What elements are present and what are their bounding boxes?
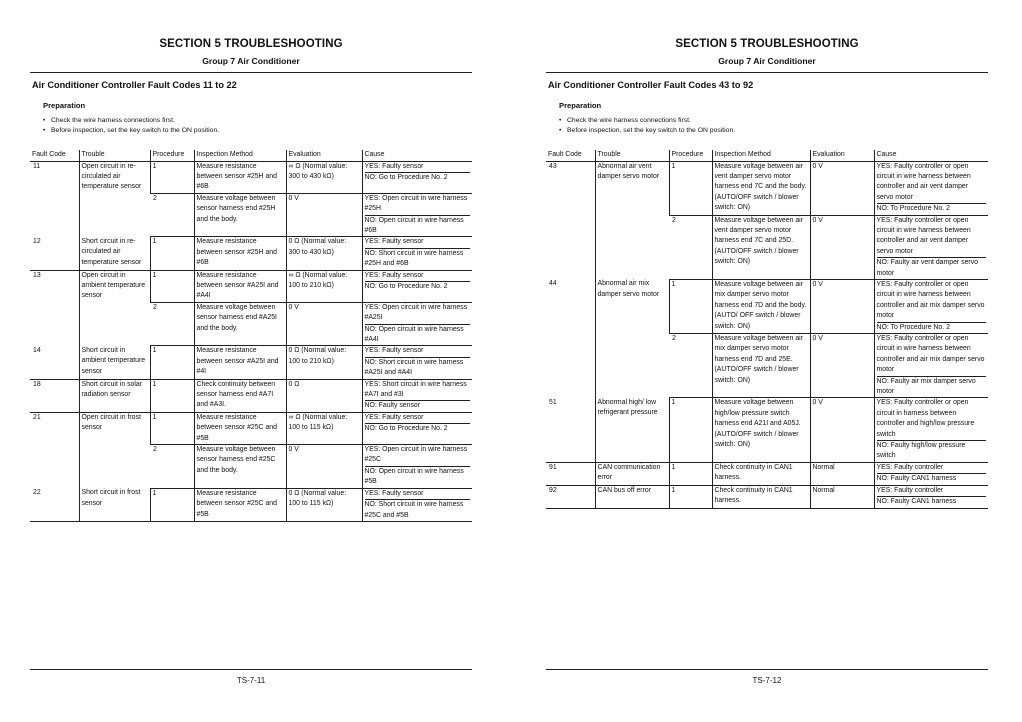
procedure-cell: 1 [150, 412, 194, 444]
table-row [30, 488, 472, 521]
trouble-cell: Open circuit in frost sensor [79, 412, 150, 488]
trouble-cell: CAN communication error [595, 462, 669, 485]
preparation-item: • Check the wire harness connections first. [559, 117, 691, 124]
trouble-cell: Abnormal high/ low refrigerant pressure [595, 398, 669, 462]
fault-code-cell: 21 [33, 413, 41, 421]
table-row [546, 161, 988, 215]
inspection-method-cell: Check continuity between sensor harness end #A7I and #A3I. [194, 379, 286, 412]
table-header-row [30, 150, 472, 161]
col-header-procedure: Procedure [150, 150, 194, 161]
table-row [30, 346, 472, 379]
procedure-cell: 1 [150, 488, 194, 521]
evaluation-cell: Normal [810, 485, 874, 508]
trouble-cell: CAN bus off error [595, 485, 669, 508]
fault-code-table [546, 150, 988, 509]
cause-item: NO: Short circuit in wire harness #25C and #5B [364, 501, 464, 519]
cause-item: NO: Go to Procedure No. 2 [364, 282, 448, 290]
cause-cell [362, 193, 472, 237]
bullet-icon: • [559, 117, 562, 124]
cause-item: NO: Short circuit in wire harness #25H and #6B [364, 249, 464, 268]
trouble-cell: Short circuit in ambient temperature sensor [79, 346, 150, 379]
trouble-cell: Open circuit in ambient temperature sensor [79, 270, 150, 346]
inspection-method-cell: Measure voltage between air mix damper servo motor harness end 7D and the body. (AUTO/ OFF switch / blower switch: ON) [712, 279, 810, 333]
procedure-cell: 1 [150, 379, 194, 412]
inspection-method-cell: Measure resistance between sensor #25C and #5B [194, 412, 286, 444]
page-left [30, 0, 472, 722]
cause-item: YES: Faulty sensor [365, 271, 471, 282]
fault-codes-title: Air Conditioner Controller Fault Codes 11 to 22 [32, 80, 237, 90]
inspection-method-cell: Measure resistance between sensor #A25I and #A4I [194, 270, 286, 302]
procedure-cell: 2 [150, 193, 194, 237]
evaluation-cell: 0 Ω [286, 379, 362, 412]
fault-code-table [30, 150, 472, 522]
cause-item: NO: Open circuit in wire harness #A4I [364, 325, 464, 343]
cause-cell [874, 398, 988, 462]
fault-code-cell: 14 [30, 346, 79, 379]
cause-cell [362, 161, 472, 193]
inspection-method-cell: Measure voltage between sensor harness end #25H and the body. [194, 193, 286, 237]
table-row [30, 161, 472, 193]
fault-code-cell: 12 [30, 237, 79, 270]
cause-cell [362, 346, 472, 379]
evaluation-cell: ∞ Ω (Normal value: 300 to 430 kΩ) [286, 161, 362, 193]
cause-item: YES: Faulty controller or open circuit in wire harness between controller and air vent damper servo motor [877, 216, 987, 259]
procedure-cell: 1 [150, 161, 194, 193]
cause-cell [874, 334, 988, 398]
cause-item: YES: Faulty controller or open circuit in wire harness between controller and air mix damper servo motor [877, 280, 987, 323]
cause-item: NO: Faulty air vent damper servo motor [876, 259, 978, 277]
bullet-icon: • [43, 127, 46, 134]
procedure-cell: 2 [150, 302, 194, 346]
cause-item: NO: Faulty high/low pressure switch [876, 442, 966, 460]
fault-code-cell: 22 [30, 488, 79, 521]
inspection-method-cell: Measure resistance between sensor #25H and #6B [194, 161, 286, 193]
cause-item: NO: Faulty sensor [364, 402, 421, 410]
fault-code-cell: 92 [546, 485, 595, 508]
cause-item: YES: Faulty sensor [365, 489, 471, 500]
cause-item: NO: Go to Procedure No. 2 [364, 425, 448, 433]
inspection-method-cell: Measure resistance between sensor #25H and #6B [194, 237, 286, 270]
trouble-cell: Short circuit in frost sensor [79, 488, 150, 521]
preparation-heading: Preparation [43, 101, 86, 110]
cause-cell [362, 237, 472, 270]
preparation-list [43, 116, 219, 136]
trouble-cell: Short circuit in re-circulated air temperature sensor [79, 237, 150, 270]
fault-code-cell: 43 [549, 162, 557, 170]
bullet-icon: • [559, 127, 562, 134]
cause-item: YES: Faulty controller or open circuit in harness between controller and high/low pressure switch [877, 398, 987, 441]
fault-code-cell: 18 [30, 379, 79, 412]
cause-item: NO: To Procedure No. 2 [876, 323, 950, 331]
col-header-evaluation: Evaluation [810, 150, 874, 161]
inspection-method-cell: Measure voltage between air mix damper servo motor harness end 7D and 25E. (AUTO/OFF switch / blower switch: ON) [712, 334, 810, 398]
header-rule [30, 72, 472, 73]
inspection-method-cell: Measure voltage between sensor harness end #A25I and the body. [194, 302, 286, 346]
cause-item: NO: Faulty CAN1 harness [876, 498, 957, 506]
evaluation-cell: ∞ Ω (Normal value: 100 to 210 kΩ) [286, 270, 362, 302]
evaluation-cell: ∞ Ω (Normal value: 100 to 115 kΩ) [286, 412, 362, 444]
procedure-cell: 1 [669, 485, 712, 508]
cause-item: YES: Open circuit in wire harness #25C [365, 445, 471, 467]
table-row [30, 237, 472, 270]
cause-cell [362, 270, 472, 302]
procedure-cell: 2 [669, 334, 712, 398]
col-header-inspection-method: Inspection Method [712, 150, 810, 161]
evaluation-cell: 0 V [810, 161, 874, 215]
procedure-cell: 1 [669, 462, 712, 485]
procedure-cell: 1 [669, 161, 712, 215]
cause-cell [874, 161, 988, 215]
table-row [546, 462, 988, 485]
preparation-list [559, 116, 735, 136]
cause-cell [362, 445, 472, 489]
fault-code-cell: 11 [33, 162, 41, 170]
preparation-heading: Preparation [559, 101, 602, 110]
cause-item: YES: Faulty sensor [365, 162, 471, 173]
section-title: SECTION 5 TROUBLESHOOTING [159, 38, 343, 50]
cause-cell [874, 215, 988, 279]
evaluation-cell: 0 V [286, 445, 362, 489]
table-row [546, 279, 988, 333]
page-right [546, 0, 988, 722]
col-header-procedure: Procedure [669, 150, 712, 161]
table-row [30, 270, 472, 302]
cause-cell [362, 488, 472, 521]
evaluation-cell: 0 V [286, 302, 362, 346]
inspection-method-cell: Measure voltage between air vent damper servo motor harness end 7C and the body. (AUTO/OFF switch / blower switch: ON) [712, 161, 810, 215]
col-header-fault-code: Fault Code [30, 150, 79, 161]
inspection-method-cell: Measure voltage between air vent damper servo motor harness end 7C and 25D. (AUTO/OFF switch / blower switch: ON) [712, 215, 810, 279]
evaluation-cell: 0 Ω (Normal value: 100 to 210 kΩ) [286, 346, 362, 379]
evaluation-cell: Normal [810, 462, 874, 485]
cause-item: NO: Short circuit in wire harness #A25I and #A4I [364, 358, 464, 377]
preparation-item: • Before inspection, set the key switch to the ON position. [559, 127, 736, 134]
procedure-cell: 1 [669, 398, 712, 462]
cause-item: YES: Faulty controller or open circuit in wire harness between controller and air vent damper servo motor [877, 162, 987, 205]
preparation-item: • Before inspection, set the key switch to the ON position. [43, 127, 220, 134]
col-header-fault-code: Fault Code [546, 150, 595, 161]
cause-item: NO: Open circuit in wire harness #5B [364, 467, 464, 486]
cause-cell [874, 279, 988, 333]
fault-code-cell: 44 [549, 280, 557, 288]
procedure-cell: 2 [150, 445, 194, 489]
evaluation-cell: 0 V [810, 334, 874, 398]
fault-code-cell: 51 [546, 398, 595, 462]
page-number: TS-7-11 [236, 676, 266, 685]
inspection-method-cell: Measure resistance between sensor #A25I and #4I [194, 346, 286, 379]
cause-cell [362, 302, 472, 346]
table-row [30, 379, 472, 412]
cause-item: YES: Faulty controller or open circuit in wire harness between controller and air mix damper servo motor [877, 334, 987, 377]
bullet-icon: • [43, 117, 46, 124]
cause-item: YES: Faulty controller [877, 463, 987, 474]
trouble-cell: Abnormal air mix damper servo motor [595, 279, 669, 397]
cause-item: YES: Open circuit in wire harness #25H [365, 194, 471, 216]
procedure-cell: 2 [669, 215, 712, 279]
evaluation-cell: 0 Ω (Normal value: 100 to 115 kΩ) [286, 488, 362, 521]
cause-item: YES: Faulty sensor [365, 413, 471, 424]
cause-cell [362, 379, 472, 412]
table-row [546, 485, 988, 508]
cause-cell [874, 462, 988, 485]
table-row [30, 412, 472, 444]
trouble-cell: Open circuit in re-circulated air temperature sensor [79, 161, 150, 237]
inspection-method-cell: Check continuity in CAN1 harness. [712, 462, 810, 485]
inspection-method-cell: Check continuity in CAN1 harness. [712, 485, 810, 508]
footer-rule [546, 669, 988, 670]
fault-code-cell: 91 [546, 462, 595, 485]
fault-codes-title: Air Conditioner Controller Fault Codes 43 to 92 [548, 80, 754, 90]
col-header-inspection-method: Inspection Method [194, 150, 286, 161]
page-number: TS-7-12 [752, 676, 782, 685]
inspection-method-cell: Measure voltage between sensor harness end #25C and the body. [194, 445, 286, 489]
procedure-cell: 1 [150, 346, 194, 379]
cause-item: YES: Short circuit in wire harness #A7I and #3I [365, 380, 471, 402]
preparation-item: • Check the wire harness connections first. [43, 117, 175, 124]
evaluation-cell: 0 V [810, 279, 874, 333]
col-header-cause: Cause [362, 150, 472, 161]
cause-item: YES: Faulty sensor [365, 346, 471, 357]
evaluation-cell: 0 V [810, 398, 874, 462]
cause-item: YES: Open circuit in wire harness #A25I [365, 303, 471, 325]
col-header-trouble: Trouble [79, 150, 150, 161]
table-row [546, 398, 988, 462]
cause-item: NO: To Procedure No. 2 [876, 205, 950, 213]
fault-code-cell: 13 [33, 271, 41, 279]
group-title: Group 7 Air Conditioner [718, 56, 816, 66]
section-title: SECTION 5 TROUBLESHOOTING [675, 38, 859, 50]
cause-cell [362, 412, 472, 444]
cause-cell [874, 485, 988, 508]
col-header-evaluation: Evaluation [286, 150, 362, 161]
cause-item: YES: Faulty controller [877, 486, 987, 497]
cause-item: YES: Faulty sensor [365, 237, 471, 248]
table-header-row [546, 150, 988, 161]
procedure-cell: 1 [150, 270, 194, 302]
evaluation-cell: 0 V [286, 193, 362, 237]
cause-item: NO: Open circuit in wire harness #6B [364, 216, 464, 234]
cause-item: NO: Faulty CAN1 harness [876, 475, 957, 483]
evaluation-cell: 0 Ω (Normal value: 300 to 430 kΩ) [286, 237, 362, 270]
header-rule [546, 72, 988, 73]
cause-item: NO: Faulty air mix damper servo motor [876, 377, 976, 396]
evaluation-cell: 0 V [810, 215, 874, 279]
procedure-cell: 1 [669, 279, 712, 333]
footer-rule [30, 669, 472, 670]
trouble-cell: Abnormal air vent damper servo motor [595, 161, 669, 279]
group-title: Group 7 Air Conditioner [202, 56, 300, 66]
inspection-method-cell: Measure voltage between high/low pressure switch harness end A21I and A05J. (AUTO/OFF switch / blower switch: ON) [712, 398, 810, 462]
procedure-cell: 1 [150, 237, 194, 270]
trouble-cell: Short circuit in solar radiation sensor [79, 379, 150, 412]
col-header-trouble: Trouble [595, 150, 669, 161]
cause-item: NO: Go to Procedure No. 2 [364, 173, 448, 181]
col-header-cause: Cause [874, 150, 988, 161]
inspection-method-cell: Measure resistance between sensor #25C and #5B [194, 488, 286, 521]
